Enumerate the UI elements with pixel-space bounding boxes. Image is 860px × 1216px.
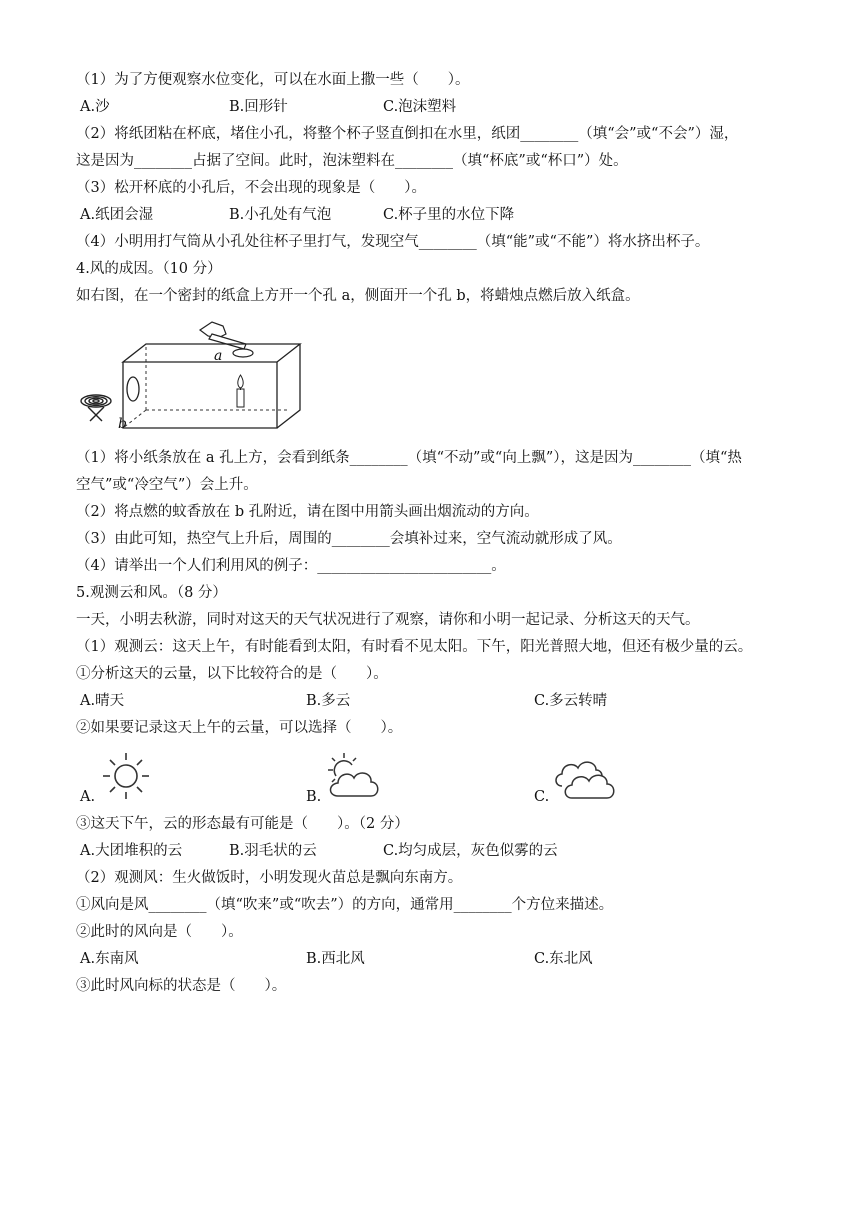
q3-part3-option-a: A.纸团会湿 [80,207,154,223]
hole-a [233,349,253,357]
q3-part2-line2: 这是因为________占据了空间。此时，泡沫塑料在________（填“杯底”或“杯口”）处。 [76,153,628,169]
q3-part2-line1: （2）将纸团粘在杯底，堵住小孔，将整个杯子竖直倒扣在水里，纸团________（填“会”或“不会”）湿， [76,126,739,142]
q5-wind-q2-option-c: C.东北风 [534,951,593,967]
q3-part1-option-c: C.泡沫塑料 [383,99,457,115]
q3-part1-option-a: A.沙 [80,99,110,115]
candle-icon [237,375,244,407]
q5-cloud-q1-option-b: B.多云 [306,693,351,709]
sealed-box-figure [78,318,318,433]
q5-wind-q2-option-b: B.西北风 [306,951,365,967]
q5-cloud-q2-option-c: C. [534,789,550,805]
q5-wind-q1: ①风向是风________（填“吹来”或“吹去”）的方向，通常用________个方位来描述。 [76,897,614,913]
q5-cloud-q1-option-a: A.晴天 [80,693,125,709]
partly-cloudy-icon [322,750,384,802]
label-b: b [118,416,127,432]
hole-b [127,377,139,401]
q3-part4: （4）小明用打气筒从小孔处往杯子里打气，发现空气________（填“能”或“不能”）将水挤出杯子。 [76,234,710,250]
sun-icon [96,750,156,802]
q5-cloud-q2-option-a: A. [80,789,96,805]
q5-intro: 一天，小明去秋游，同时对这天的天气状况进行了观察，请你和小明一起记录、分析这天的天气。 [76,612,700,628]
q3-part3-option-c: C.杯子里的水位下降 [383,207,515,223]
q5-cloud-q3-option-b: B.羽毛状的云 [229,843,317,859]
q4-title: 4.风的成因。（10 分） [76,261,222,277]
q5-cloud-q3: ③这天下午，云的形态最有可能是（ ）。（2 分） [76,816,409,832]
q5-wind-q2: ②此时的风向是（ ）。 [76,924,243,940]
q5-cloud-q2-option-b: B. [306,789,322,805]
mosquito-coil-icon [81,395,111,421]
q5-wind-q2-option-a: A.东南风 [80,951,139,967]
q4-part1-line2: 空气”或“冷空气”）会上升。 [76,477,258,493]
q3-part3: （3）松开杯底的小孔后，不会出现的现象是（ ）。 [76,180,426,196]
q4-part4: （4）请举出一个人们利用风的例子：________________________。 [76,558,506,574]
q5-cloud-q1-option-c: C.多云转晴 [534,693,608,709]
q4-intro: 如右图，在一个密封的纸盒上方开一个孔 a，侧面开一个孔 b，将蜡烛点燃后放入纸盒。 [76,288,640,304]
q3-part1: （1）为了方便观察水位变化，可以在水面上撒一些（ ）。 [76,72,470,88]
q5-cloud-q3-option-c: C.均匀成层，灰色似雾的云 [383,843,558,859]
cloudy-icon [552,756,620,802]
q5-title: 5.观测云和风。（8 分） [76,585,227,601]
q5-cloud-q2: ②如果要记录这天上午的云量，可以选择（ ）。 [76,720,403,736]
label-a: a [214,348,223,364]
q3-part3-option-b: B.小孔处有气泡 [229,207,332,223]
q5-wind-q3: ③此时风向标的状态是（ ）。 [76,978,287,994]
q4-part2: （2）将点燃的蚊香放在 b 孔附近，请在图中用箭头画出烟流动的方向。 [76,504,539,520]
q4-part3: （3）由此可知，热空气上升后，周围的________会填补过来，空气流动就形成了风。 [76,531,622,547]
q5-cloud-observation: （1）观测云：这天上午，有时能看到太阳，有时看不见太阳。下午，阳光普照大地，但还有极少量的云。 [76,639,753,655]
q5-cloud-q1: ①分析这天的云量，以下比较符合的是（ ）。 [76,666,388,682]
q4-part1-line1: （1）将小纸条放在 a 孔上方，会看到纸条________（填“不动”或“向上飘”），这是因为________（填“热 [76,450,742,466]
q5-wind-observation: （2）观测风：生火做饭时，小明发现火苗总是飘向东南方。 [76,870,463,886]
q5-cloud-q3-option-a: A.大团堆积的云 [80,843,183,859]
hand-icon [200,322,246,349]
q3-part1-option-b: B.回形针 [229,99,288,115]
